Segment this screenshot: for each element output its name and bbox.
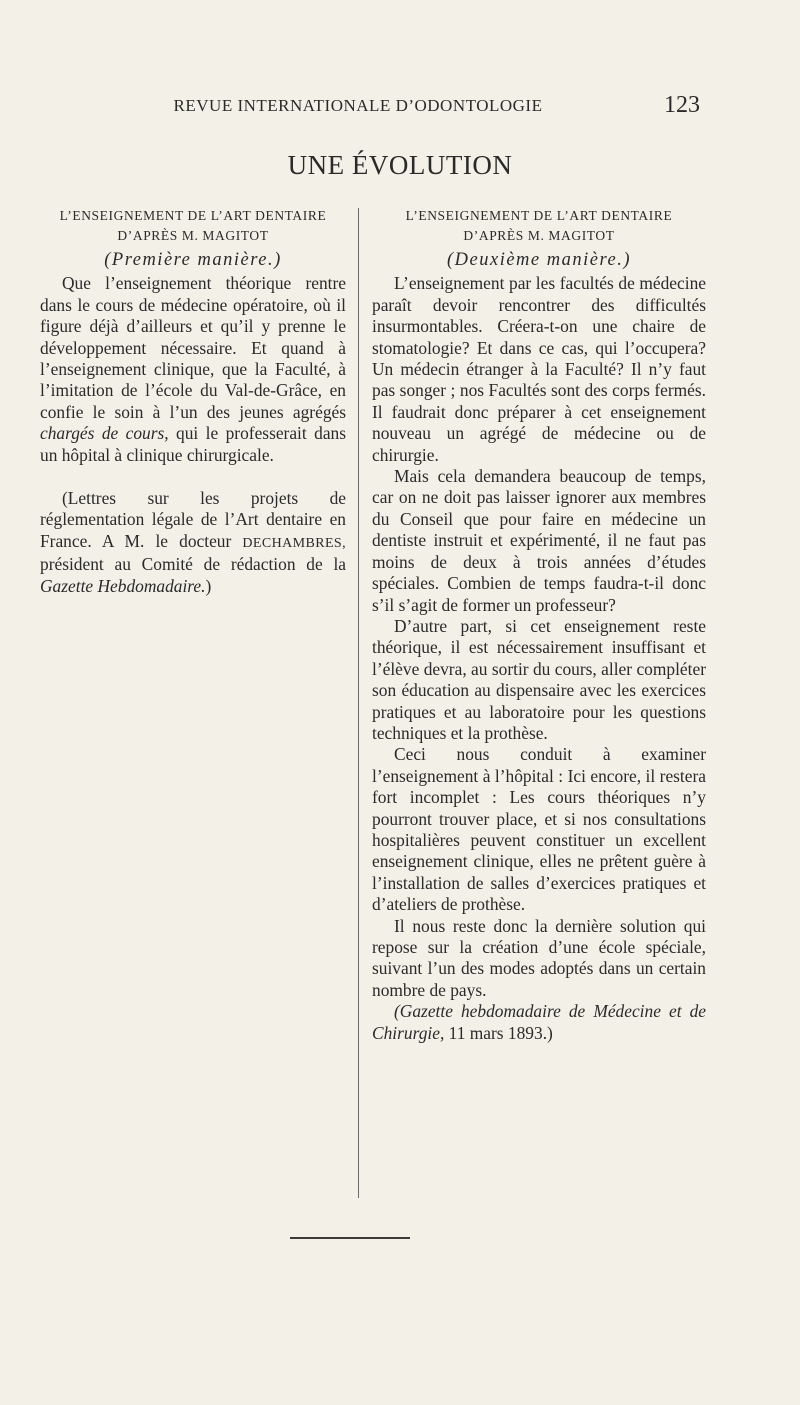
left-p2-text: (Lettres sur les projets de réglementation légale de l’Art dentaire en France. A M. le docteur xyxy=(40,488,346,551)
right-source-italic: (Gazette hebdomadaire de Médecine et de Chirurgie, xyxy=(372,1001,706,1043)
right-source-citation xyxy=(372,1001,706,1044)
left-paragraph-1 xyxy=(40,273,346,466)
left-p1-text: Que l’enseignement théorique rentre dans le cours de médecine opératoire, où il figure déjà d’ailleurs et qu’il y prenne le développement nécessaire. Et quand à l’enseignement clinique, que la Faculté, à l’imitation de l’école du Val-de-Grâce, en confie le soin à l’un des jeunes agrégés xyxy=(40,273,346,422)
left-p2-name: DECHAMBRES, xyxy=(242,535,346,551)
right-column-subtitle: (Deuxième manière.) xyxy=(447,250,631,270)
running-head: REVUE INTERNATIONALE D’ODONTOLOGIE xyxy=(173,96,543,115)
left-p2-mid: président au Comité de rédaction de la xyxy=(40,554,346,575)
right-paragraph-4: Ceci nous conduit à examiner l’enseignement à l’hôpital : Ici encore, il restera fort incomplet : Les cours théoriques n’y pourront trouver place, et si nos consultations hospitalières peuvent constituer un excellent enseignement clinique, elles ne prêtent guère à l’installation de salles d’exercices pratiques et d’ateliers de prothèse. xyxy=(372,744,706,915)
column-divider xyxy=(358,208,359,1198)
left-column-subtitle: (Première manière.) xyxy=(104,250,282,270)
right-source-end: 11 mars 1893.) xyxy=(448,1022,553,1043)
right-column-head-line1: L’ENSEIGNEMENT DE L’ART DENTAIRE xyxy=(405,208,673,223)
right-column xyxy=(372,206,706,1044)
closing-rule xyxy=(290,1237,410,1239)
right-paragraph-3: D’autre part, si cet enseignement reste théorique, il est nécessairement insuffisant et l’élève devra, au sortir du cours, aller compléter son éducation au dispensaire avec les exercices pratiques et au laboratoire pour les questions techniques et la prothèse. xyxy=(372,615,706,743)
right-column-head-line2: D’APRÈS M. MAGITOT xyxy=(463,228,615,243)
left-p2-italic: Gazette Hebdomadaire. xyxy=(40,575,206,596)
right-paragraph-1: L’enseignement par les facultés de médecine paraît devoir rencontrer des difficultés insurmontables. Créera-t-on une chaire de stomatologie? Et dans ce cas, qui l’occupera? Un médecin étranger à la Faculté? Il n’y faut pas songer ; nos Facultés sont des corps fermés. Il faudrait donc préparer à cet enseignement nouveau un agrégé de médecine ou de chirurgie. xyxy=(372,273,706,465)
left-column-head-line1: L’ENSEIGNEMENT DE L’ART DENTAIRE xyxy=(59,208,327,223)
left-column-head-line2: D’APRÈS M. MAGITOT xyxy=(117,228,269,243)
right-paragraph-5: Il nous reste donc la dernière solution qui repose sur la création d’une école spéciale, suivant l’un des modes adoptés dans un certain nombre de pays. xyxy=(372,915,706,1000)
left-p2-end: ) xyxy=(205,575,212,596)
article-title: UNE ÉVOLUTION xyxy=(287,150,513,180)
left-p1-italic: chargés de cours, xyxy=(40,423,169,444)
right-paragraph-2: Mais cela demandera beaucoup de temps, car on ne doit pas laisser ignorer aux membres du Conseil que pour faire en médecine un dentiste instruit et expérimenté, il ne faut pas moins de deux à trois années d’études spéciales. Combien de temps faudra-t-il donc s’il s’agit de former un professeur? xyxy=(372,466,706,615)
left-paragraph-2 xyxy=(40,488,346,597)
page-number: 123 xyxy=(664,92,700,118)
left-column xyxy=(40,206,346,597)
left-p1-end: qui le professerait dans un hôpital à clinique chirurgicale. xyxy=(40,423,346,465)
